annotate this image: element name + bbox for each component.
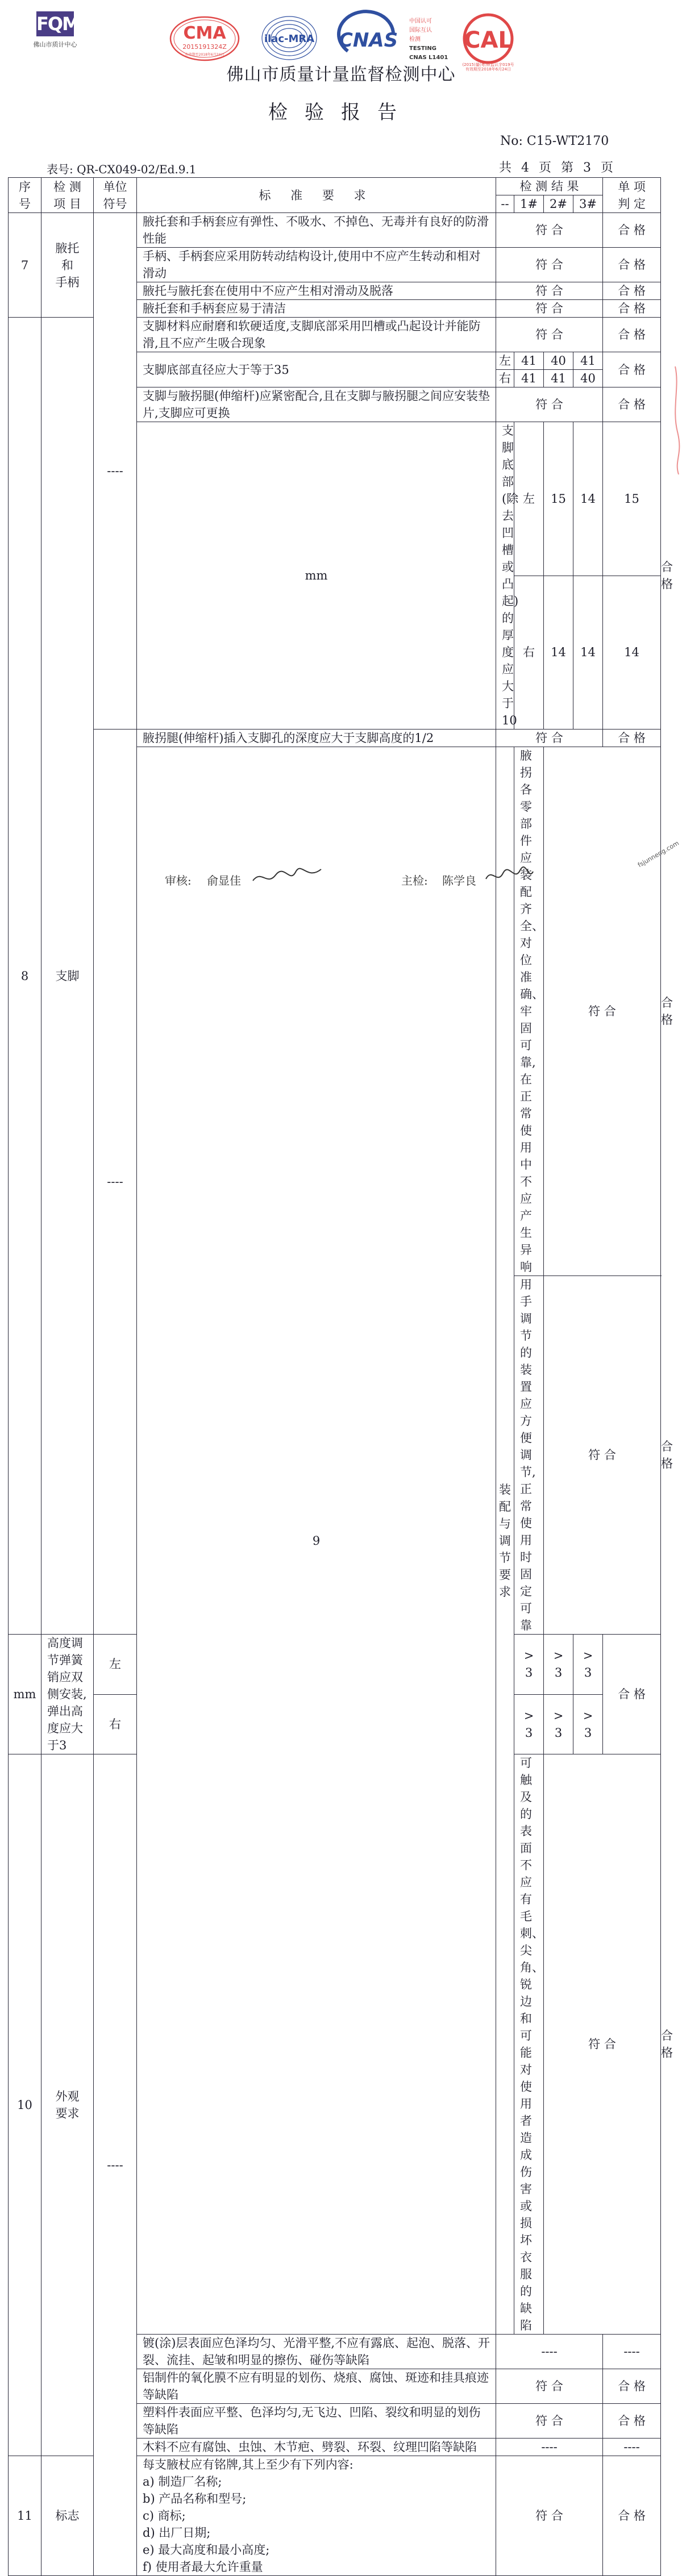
judge-cell: 合 格: [603, 2369, 661, 2404]
measurement-cell: 15: [603, 422, 661, 576]
cal-seal-note1: (2015)量(粤)质监认字019号: [462, 62, 514, 67]
unit-cell: ----: [94, 213, 137, 730]
marking-item: f) 使用者最大允许重量: [143, 2560, 263, 2574]
result-cell: 符 合: [496, 730, 603, 747]
judge-cell: 合 格: [603, 248, 661, 282]
result-cell: 符 合: [496, 2404, 603, 2439]
cnas-accreditation-text: [409, 17, 448, 62]
result-cell: 符 合: [496, 387, 603, 422]
document-title: 检验报告: [268, 101, 414, 124]
measurement-cell: > 3: [573, 1694, 603, 1754]
requirement-cell: 腋拐各零部件应装配齐全、对位准确、牢固可靠,在正常使用中不应产生异响: [514, 747, 544, 1276]
result-cell: ----: [496, 2335, 603, 2369]
measurement-cell: 40: [573, 370, 603, 387]
marking-item: e) 最大高度和最小高度;: [143, 2543, 270, 2557]
measurement-cell: 15: [544, 422, 573, 576]
cal-seal-note2: 有效期至2018年6月24日: [465, 67, 512, 72]
measurement-cell: > 3: [514, 1694, 544, 1754]
fqm-logo-caption: 佛山市质计中心: [33, 41, 77, 48]
judge-cell: 合 格: [603, 387, 661, 422]
result-cell: 符 合: [496, 282, 603, 300]
reviewer-signature: [250, 864, 324, 889]
result-cell: ----: [496, 2439, 603, 2456]
requirement-cell: 镀(涂)层表面应色泽均匀、光滑平整,不应有露底、起泡、脱落、开裂、流挂、起皱和明显的擦伤、碰伤等缺陷: [137, 2335, 496, 2369]
table-row: [9, 213, 661, 248]
unit-cell: ----: [94, 1754, 137, 2576]
inspector-signature: [483, 865, 534, 887]
requirement-cell: 支脚底部(除去凹槽或凸起)的厚度应大于10: [496, 422, 514, 730]
requirement-cell: 支脚底部直径应大于等于35: [137, 352, 496, 387]
requirement-cell: 塑料件表面应平整、色泽均匀,无飞边、凹陷、裂纹和明显的划伤等缺陷: [137, 2404, 496, 2439]
item-cell: 外观 要求: [41, 1754, 94, 2456]
result-cell: 符 合: [496, 2369, 603, 2404]
red-ink-mark: [669, 364, 682, 477]
measurement-cell: 41: [514, 370, 544, 387]
unit-cell: mm: [137, 422, 496, 730]
measurement-cell: 14: [603, 576, 661, 730]
left-label: 左: [94, 1635, 137, 1695]
header-unit: 单位 符号: [94, 178, 137, 213]
result-cell: 符 合: [544, 747, 661, 1276]
reviewer-label: 审核:: [165, 874, 192, 887]
subheader-sample3: 3#: [573, 195, 603, 213]
measurement-cell: 41: [544, 370, 573, 387]
header-results: 检 测 结 果: [496, 178, 603, 195]
result-cell: 符 合: [496, 318, 603, 352]
measurement-cell: 41: [514, 352, 544, 370]
subheader-sample2: 2#: [544, 195, 573, 213]
right-label: 右: [496, 370, 514, 387]
cnas-line: 检测: [409, 36, 421, 43]
judge-cell: ----: [603, 2335, 661, 2369]
item-cell: 装配 与调 节要 求: [496, 747, 514, 2335]
table-header-row: [9, 178, 661, 195]
reviewer-name: 俞显佳: [207, 874, 241, 887]
inspection-table: [8, 177, 673, 2576]
measurement-cell: > 3: [514, 1635, 544, 1695]
seq-cell: 10: [9, 1754, 41, 2456]
left-label: 左: [514, 422, 544, 576]
requirement-cell: [137, 2456, 496, 2576]
table-row: 9 装配 与调 节要 求 腋拐各零部件应装配齐全、对位准确、牢固可靠,在正常使用中不应产生异响 符 合 合 格: [9, 747, 661, 1276]
judge-cell: 合 格: [603, 300, 661, 318]
result-cell: 符 合: [496, 213, 603, 248]
measurement-cell: 14: [544, 576, 573, 730]
cma-seal-text: CMA: [183, 23, 226, 43]
judge-cell: 合 格: [603, 352, 661, 387]
cma-seal-note: 有效期至2018年6月24日: [185, 53, 224, 57]
page-info: 共 4 页 第 3 页: [499, 161, 613, 175]
header-judge: 单 项 判 定: [603, 178, 661, 213]
requirement-cell: 支脚材料应耐磨和软硬适度,支脚底部采用凹槽或凸起设计并能防滑,且不应产生吸合现象: [137, 318, 496, 352]
item-cell: 标志: [41, 2456, 94, 2576]
cnas-logo-text: CNAS: [338, 29, 398, 52]
fqm-logo-mark: FQM: [36, 11, 74, 36]
result-cell: 符 合: [496, 300, 603, 318]
requirement-cell: 高度调节弹簧销应双侧安装,弹出高度应大于3: [41, 1635, 94, 1754]
cnas-line: CNAS L1401: [409, 55, 448, 61]
table-row: 10 外观 要求 ---- 可触及的表面不应有毛刺、尖角、锐边和可能对使用者造成伤害或损坏衣服的缺陷 符 合 合 格: [9, 1754, 661, 2335]
unit-cell: ----: [94, 730, 137, 1635]
judge-cell: 合 格: [603, 282, 661, 300]
cnas-line: TESTING: [409, 45, 436, 52]
requirement-cell: 腋托与腋托套在使用中不应产生相对滑动及脱落: [137, 282, 496, 300]
cnas-line: 国际互认: [409, 27, 432, 34]
seq-cell: 11: [9, 2456, 41, 2576]
seq-cell: 8: [9, 318, 41, 1635]
result-cell: 符 合: [544, 1754, 661, 2335]
measurement-cell: > 3: [544, 1635, 573, 1695]
right-label: 右: [514, 576, 544, 730]
cnas-line: 中国认可: [409, 18, 432, 24]
cma-seal: [169, 16, 240, 61]
fqm-logo: [33, 11, 77, 51]
marking-item: a) 制造厂名称;: [143, 2475, 222, 2489]
requirement-cell: 支脚与腋拐腿(伸缩杆)应紧密配合,且在支脚与腋拐腿之间应安装垫片,支脚应可更换: [137, 387, 496, 422]
watermark: fsjunneng.com: [637, 839, 680, 869]
requirement-cell: 铝制件的氧化膜不应有明显的划伤、烧痕、腐蚀、斑迹和挂具痕迹等缺陷: [137, 2369, 496, 2404]
judge-cell: 合 格: [603, 318, 661, 352]
judge-cell: 合 格: [603, 1635, 661, 1754]
subheader-sample1: 1#: [514, 195, 544, 213]
header-requirement: 标 准 要 求: [137, 178, 496, 213]
measurement-cell: > 3: [544, 1694, 573, 1754]
left-label: 左: [496, 352, 514, 370]
marking-intro: 每支腋杖应有铭牌,其上至少有下列内容:: [143, 2458, 354, 2471]
measurement-cell: 14: [573, 422, 603, 576]
judge-cell: 合 格: [603, 2404, 661, 2439]
measurement-cell: 41: [573, 352, 603, 370]
measurement-cell: 40: [544, 352, 573, 370]
measurement-cell: 14: [573, 576, 603, 730]
item-cell: 支脚: [41, 318, 94, 1635]
form-number: 表号: QR-CX049-02/Ed.9.1: [47, 162, 197, 176]
requirement-cell: 腋拐腿(伸缩杆)插入支脚孔的深度应大于支脚高度的1/2: [137, 730, 496, 747]
table-row: 用手调节的装置应方便调节,正常使用时固定可靠 符 合 合 格: [9, 1276, 661, 1635]
marking-item: d) 出厂日期;: [143, 2526, 211, 2540]
result-cell: 符 合: [496, 2456, 603, 2576]
marking-item: b) 产品名称和型号;: [143, 2492, 247, 2506]
table-row: [9, 730, 661, 747]
seq-cell: 7: [9, 213, 41, 318]
ilac-mra-text: ilac-MRA: [264, 33, 315, 45]
seq-cell: 9: [137, 747, 496, 2335]
inspector-label: 主检:: [401, 874, 428, 887]
requirement-cell: 手柄、手柄套应采用防转动结构设计,使用中不应产生转动和相对滑动: [137, 248, 496, 282]
result-cell: 符 合: [544, 1276, 661, 1635]
table-row: mm 支脚底部(除去凹槽或凸起)的厚度应大于10 左 15 14 15 合 格: [9, 422, 661, 576]
requirement-cell: 木料不应有腐蚀、虫蚀、木节疤、劈裂、环裂、纹理凹陷等缺陷: [137, 2439, 496, 2456]
report-number: No: C15-WT2170: [500, 134, 609, 148]
marking-item: c) 商标;: [143, 2509, 186, 2523]
judge-cell: 合 格: [603, 213, 661, 248]
judge-cell: 合 格: [603, 2456, 661, 2576]
right-label: 右: [94, 1694, 137, 1754]
header-seq: 序 号: [9, 178, 41, 213]
measurement-cell: > 3: [573, 1635, 603, 1695]
requirement-cell: 可触及的表面不应有毛刺、尖角、锐边和可能对使用者造成伤害或损坏衣服的缺陷: [514, 1754, 544, 2335]
subheader-dash: --: [496, 195, 514, 213]
inspector-name: 陈学良: [442, 874, 476, 887]
requirement-cell: 腋托套和手柄套应易于清洁: [137, 300, 496, 318]
judge-cell: ----: [603, 2439, 661, 2456]
cnas-logo: [336, 17, 400, 64]
ilac-mra-logo: [259, 14, 319, 62]
requirement-cell: 用手调节的装置应方便调节,正常使用时固定可靠: [514, 1276, 544, 1635]
result-cell: 符 合: [496, 248, 603, 282]
organization-name: 佛山市质量计量监督检测中心: [226, 65, 456, 85]
item-cell: 腋托 和 手柄: [41, 213, 94, 318]
cal-seal-text: CAL: [464, 27, 513, 53]
unit-cell: mm: [9, 1635, 41, 1754]
cma-seal-number: 2015191324Z: [182, 43, 227, 51]
judge-cell: 合 格: [603, 730, 661, 747]
header-item: 检 测 项 目: [41, 178, 94, 213]
requirement-cell: 腋托套和手柄套应有弹性、不吸水、不掉色、无毒并有良好的防滑性能: [137, 213, 496, 248]
